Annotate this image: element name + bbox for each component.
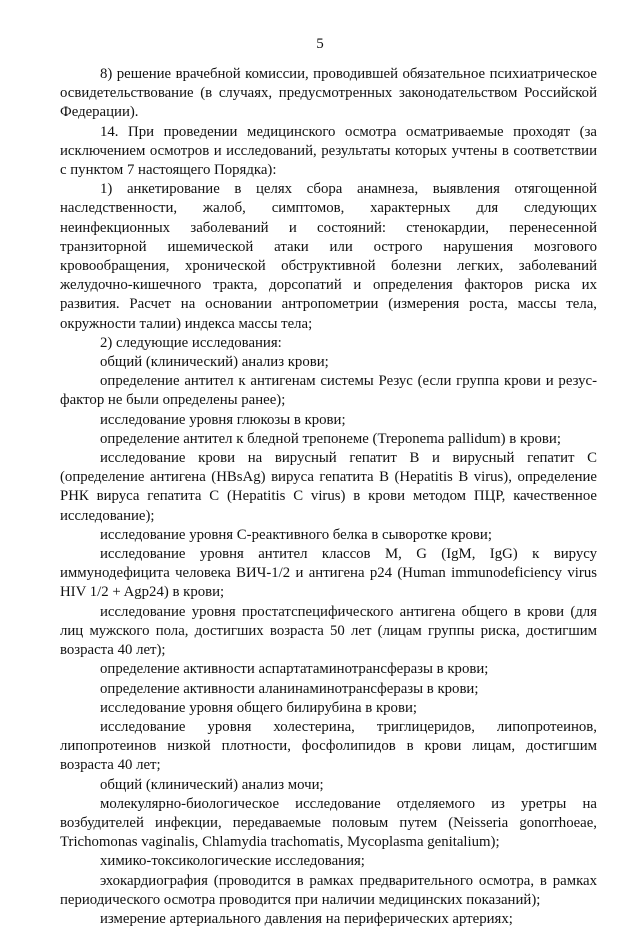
paragraph-questionnaire: 1) анкетирование в целях сбора анамнеза, выявления отягощенной наследственности, жалоб, симптомов, характерных для следующих неинфекционных заболеваний и состояний: стенокардии, перенесенной транзиторной ишемической атаки или острого нарушения мозгового кровообращения, хронической обструктивной болезни легких, заболеваний желудочно-кишечного тракта, дорсопатий и определения факторов риска их развития. Расчет на основании антропометрии (измерения роста, массы тела, окружности талии) индекса массы тела;	[60, 181, 597, 332]
list-item: определение антител к антигенам системы Резус (если группа крови и резус-фактор не были определены ранее);	[60, 373, 597, 409]
page-number: 5	[316, 36, 324, 52]
paragraph-item-8: 8) решение врачебной комиссии, проводившей обязательное психиатрическое освидетельствование (в случаях, предусмотренных законодательством Российской Федерации).	[60, 66, 597, 121]
list-item: исследование уровня холестерина, триглицеридов, липопротеинов, липопротеинов низкой плотности, фосфолипидов в крови лицам, достигшим возраста 40 лет;	[60, 718, 597, 774]
paragraph-point-14: 14. При проведении медицинского осмотра осматриваемые проходят (за исключением осмотров и исследований, результаты которых учтены в соответствии с пунктом 7 настоящего Порядка):	[60, 123, 597, 179]
list-item: исследование уровня простатспецифического антигена общего в крови (для лиц мужского пола, достигших возраста 50 лет (лицам группы риска, достигшим возраста 40 лет);	[60, 603, 597, 659]
list-item: определение активности аланинаминотрансферазы в крови;	[100, 680, 479, 697]
document-body	[60, 65, 597, 929]
paragraph-tests-heading: 2) следующие исследования:	[100, 334, 282, 351]
list-item: определение антител к бледной трепонеме (Treponema pallidum) в крови;	[100, 430, 561, 447]
list-item: общий (клинический) анализ крови;	[100, 354, 329, 371]
list-item: исследование уровня общего билирубина в крови;	[100, 699, 417, 716]
list-item: исследование уровня антител классов М, G (IgM, IgG) к вирусу иммунодефицита человека ВИЧ-1/2 и антигена р24 (Human immunodeficiency virus HIV 1/2 + Agp24) в крови;	[60, 546, 597, 601]
list-item: определение активности аспартатаминотрансферазы в крови;	[100, 661, 489, 678]
list-item: исследование уровня глюкозы в крови;	[100, 411, 346, 428]
list-item: общий (клинический) анализ мочи;	[100, 776, 324, 793]
list-item: исследование уровня С-реактивного белка в сыворотке крови;	[100, 526, 492, 543]
list-item: химико-токсикологические исследования;	[100, 853, 365, 870]
list-item: эхокардиография (проводится в рамках предварительного осмотра, в рамках периодического осмотра проводится при наличии медицинских показаний);	[60, 872, 597, 908]
list-item: исследование крови на вирусный гепатит В и вирусный гепатит С (определение антигена (HBsAg) вируса гепатита В (Hepatitis В virus), определение РНК вируса гепатита С (Hepatitis С virus) в крови методом ПЦР, качественное исследование);	[60, 450, 597, 524]
list-item: измерение артериального давления на периферических артериях;	[100, 910, 513, 927]
list-item: молекулярно-биологическое исследование отделяемого из уретры на возбудителей инфекции, передаваемые половым путем (Neisseria gonorrhoeae, Trichomonas vaginalis, Chlamydia trachomatis, Mycoplasma genitalium);	[60, 795, 597, 851]
